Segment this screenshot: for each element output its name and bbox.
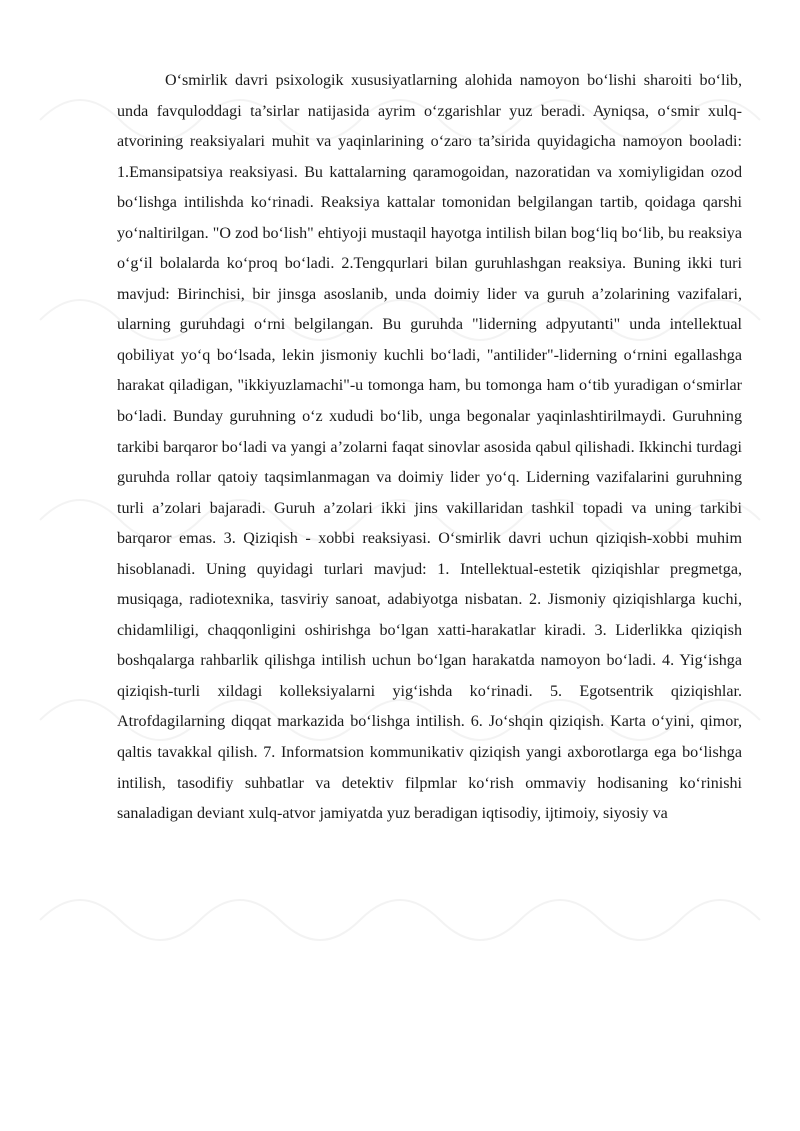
document-body [117, 66, 742, 830]
body-paragraph: O‘smirlik davri psixologik xususiyatlarning alohida namoyon bo‘lishi sharoiti bo‘lib, unda favquloddagi ta’sirlar natijasida ayrim o‘zgarishlar yuz beradi. Ayniqsa, o‘smir xulq-atvorining reaksiyalari muhit va yaqinlarining o‘zaro ta’sirida quyidagicha namoyon booladi: 1.Emansipatsiya reaksiyasi. Bu kattalarning qaramogoidan, nazoratidan va xomiyligidan ozod bo‘lishga intilishda ko‘rinadi. Reaksiya kattalar tomonidan belgilangan tartib, qoidaga qarshi yo‘naltirilgan. "O zod bo‘lish" ehtiyoji mustaqil hayotga intilish bilan bog‘liq bo‘lib, bu reaksiya o‘g‘il bolalarda ko‘proq bo‘ladi. 2.Tengqurlari bilan guruhlashgan reaksiya. Buning ikki turi mavjud: Birinchisi, bir jinsga asoslanib, unda doimiy lider va guruh a’zolarining vazifalari, ularning guruhdagi o‘rni belgilangan. Bu guruhda "liderning adpyutanti" unda intellektual qobiliyat yo‘q bo‘lsada, lekin jismoniy kuchli bo‘ladi, "antilider"-liderning o‘rnini egallashga harakat qiladigan, "ikkiyuzlamachi"-u tomonga ham, bu tomonga ham o‘tib yuradigan o‘smirlar bo‘ladi. Bunday guruhning o‘z xududi bo‘lib, unga begonalar yaqinlashtirilmaydi. Guruhning tarkibi barqaror bo‘ladi va yangi a’zolarni faqat sinovlar asosida qabul qilishadi. Ikkinchi turdagi guruhda rollar qatoiy taqsimlanmagan va doimiy lider yo‘q. Liderning vazifalarini guruhning turli a’zolari bajaradi. Guruh a’zolari ikki jins vakillaridan tashkil topadi va uning tarkibi barqaror emas. 3. Qiziqish - xobbi reaksiyasi. O‘smirlik davri uchun qiziqish-xobbi muhim hisoblanadi. Uning quyidagi turlari mavjud: 1. Intellektual-estetik qiziqishlar pregmetga, musiqaga, radiotexnika, tasviriy sanoat, adabiyotga nisbatan. 2. Jismoniy qiziqishlarga kuchi, chidamliligi, chaqqonligini oshirishga bo‘lgan xatti-harakatlar kiradi. 3. Liderlikka qiziqish boshqalarga rahbarlik qilishga intilish uchun bo‘lgan harakatda namoyon bo‘ladi. 4. Yig‘ishga qiziqish-turli xildagi kolleksiyalarni yig‘ishda ko‘rinadi. 5. Egotsentrik qiziqishlar. Atrofdagilarning diqqat markazida bo‘lishga intilish. 6. Jo‘shqin qiziqish. Karta o‘yini, qimor, qaltis tavakkal qilish. 7. Informatsion kommunikativ qiziqish yangi axborotlarga ega bo‘lishga intilish, tasodifiy suhbatlar va detektiv filpmlar ko‘rish ommaviy hodisaning ko‘rinishi sanaladigan deviant xulq-atvor jamiyatda yuz beradigan iqtisodiy, ijtimoiy, siyosiy va [117, 72, 742, 823]
